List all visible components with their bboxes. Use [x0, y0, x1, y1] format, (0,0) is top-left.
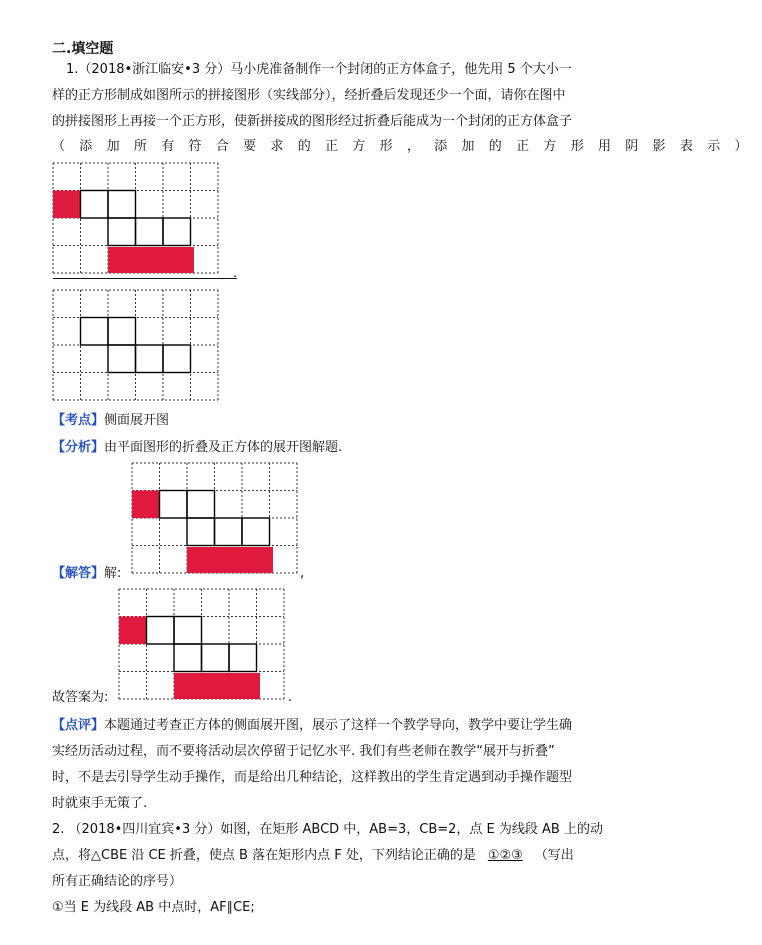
q1-line-3: 的拼接图形上再接一个正方形，使新拼接成的图形经过折叠后能成为一个封闭的正方体盒子 [52, 114, 573, 129]
q2-line-2-text: 点，将△CBE 沿 CE 折叠，使点 B 落在矩形内点 F 处，下列结论正确的是 [52, 848, 476, 863]
fenxi-text: 由平面图形的折叠及正方体的展开图解题. [104, 440, 343, 455]
q2-line-2-post: （写出 [534, 848, 574, 863]
fenxi-row [52, 440, 342, 456]
dianping-line-1: 本题通过考查正方体的侧面展开图，展示了这样一个教学导向，教学中要让学生确 [104, 718, 573, 733]
dianping-line-3: 时，不是去引导学生动手操作，而是给出几种结论，这样教出的学生肯定遇到动手操作题型 [52, 770, 573, 785]
figure-blank-grid [53, 290, 219, 401]
q2-answer: ①②③ [487, 848, 523, 863]
answer-dot: . [288, 690, 293, 705]
q1-spaced-line: （添加所有符合要求的正方形，添加的正方形用阴影表示） [52, 139, 762, 154]
q2-line-1: 2. （2018•四川宜宾•3 分）如图，在矩形 ABCD 中，AB=3，CB=2，点 E 为线段 AB 上的动 [52, 822, 603, 837]
jieda-row [52, 566, 121, 582]
kaodian-row [52, 413, 169, 429]
jieda-comma: , [300, 566, 305, 581]
dianping-row [52, 718, 572, 734]
answer-label: 故答案为: [52, 690, 109, 705]
dianping-line-4: 时就束手无策了. [52, 796, 148, 811]
kaodian-tag: 【考点】 [52, 413, 105, 428]
shaded-square [53, 191, 81, 219]
shaded-rectangle [174, 673, 260, 699]
kaodian-text: 侧面展开图 [104, 413, 170, 428]
dianping-tag: 【点评】 [52, 718, 105, 733]
answer-underline [53, 278, 237, 279]
shaded-square [119, 617, 147, 645]
q1-line-2: 样的正方形制成如图所示的拼接图形（实线部分），经折叠后发现还少一个面，请你在图中 [52, 88, 566, 103]
fenxi-tag: 【分析】 [52, 440, 105, 455]
figure-analysis-grid [132, 463, 298, 574]
q1-line-1: 1.（2018•浙江临安•3 分）马小虎准备制作一个封闭的正方体盒子，他先用 5 个大小一 [66, 62, 572, 77]
shaded-rectangle [108, 247, 194, 273]
shaded-square [132, 491, 160, 519]
dianping-line-2: 实经历活动过程，而不要将活动层次停留于记忆水平. 我们有些老师在教学“展开与折叠” [52, 744, 555, 759]
shaded-rectangle [187, 547, 273, 573]
figure-answer-grid [119, 589, 285, 700]
figure-question-grid [53, 163, 219, 274]
jieda-text: 解: [104, 566, 122, 581]
jieda-tag: 【解答】 [52, 566, 105, 581]
q2-line-3: 所有正确结论的序号） [52, 874, 183, 889]
q2-line-4: ①当 E 为线段 AB 中点时，AF∥CE; [52, 900, 255, 915]
figure-dot: . [233, 266, 238, 281]
q2-line-2 [52, 848, 574, 864]
section-title: 二.填空题 [52, 41, 114, 57]
